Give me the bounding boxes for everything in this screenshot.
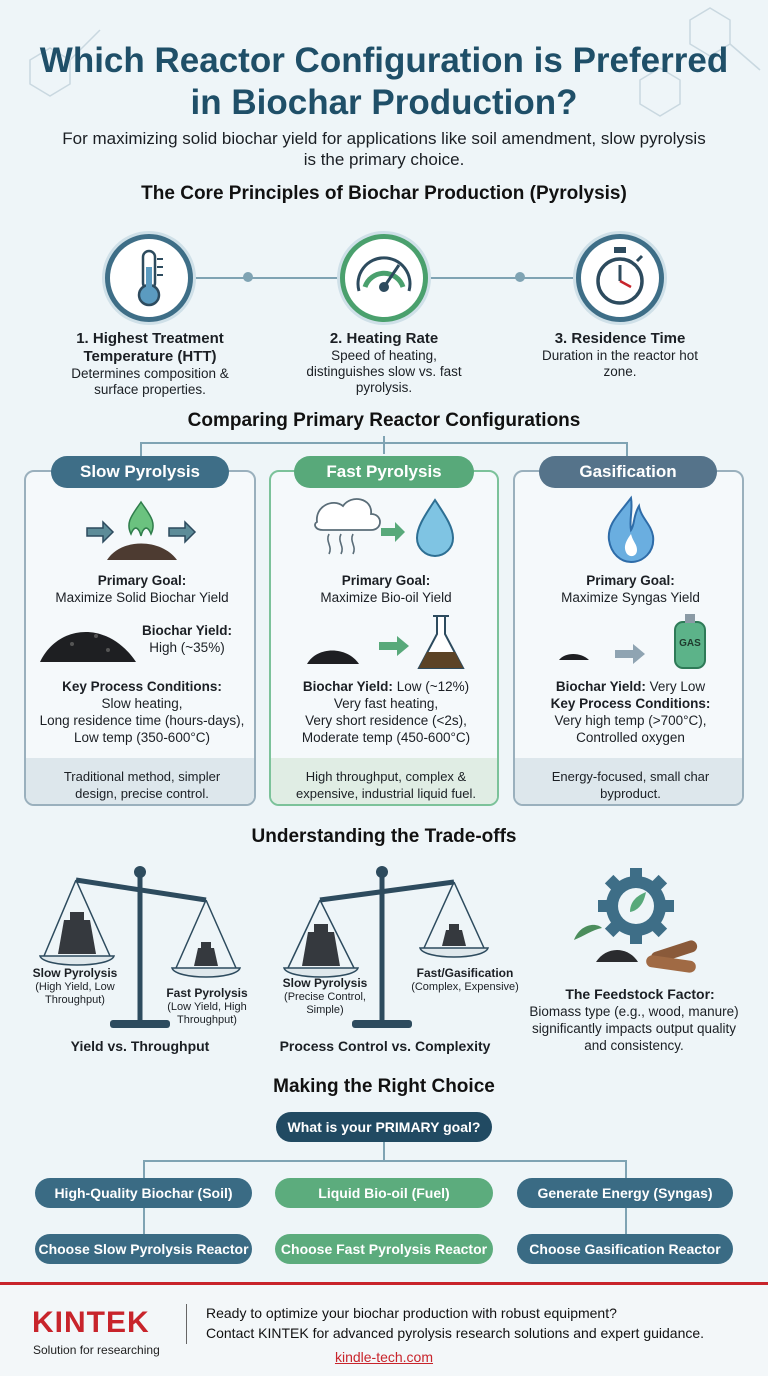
- thermometer-icon: [110, 239, 188, 317]
- fast-pyrolysis-pill: Fast Pyrolysis: [294, 456, 474, 488]
- slow-condition-2: Long residence time (hours-days),: [39, 713, 245, 728]
- tree-leg: [626, 442, 628, 456]
- kintek-tagline: Solution for researching: [33, 1343, 160, 1357]
- feedstock-text: Biomass type (e.g., wood, manure) significantly impacts output quality and consistency.: [529, 1004, 739, 1053]
- vapor-to-oil-icon: [311, 492, 461, 568]
- principle-2-title: 2. Heating Rate: [329, 330, 439, 347]
- fast-yield-label: Biochar Yield:: [302, 679, 393, 694]
- flame-icon: [603, 494, 659, 566]
- gas-conditions-label: Key Process Conditions:: [550, 696, 711, 711]
- fast-condition-2: Very short residence (<2s),: [305, 713, 467, 728]
- gas-condition-2: Controlled oxygen: [576, 730, 685, 745]
- heated-biomass-icon: [81, 494, 201, 566]
- footer-cta-2: Contact KINTEK for advanced pyrolysis research solutions and expert guidance.: [206, 1325, 705, 1341]
- fast-pyrolysis-card: [269, 470, 499, 806]
- footer-cta-1: Ready to optimize your biochar production with robust equipment?: [206, 1305, 617, 1321]
- principle-1-title: 1. Highest Treatment Temperature (HTT): [76, 330, 224, 365]
- feedstock-title: The Feedstock Factor:: [565, 986, 715, 1002]
- stopwatch-icon-circle: [576, 234, 664, 322]
- fast-goal: Maximize Bio-oil Yield: [320, 590, 452, 605]
- fast-goal-label: Primary Goal:: [341, 573, 431, 588]
- slow-condition-3: Low temp (350-600°C): [74, 730, 210, 745]
- fast-condition-3: Moderate temp (450-600°C): [301, 730, 471, 745]
- kintek-logo: KINTEK: [32, 1306, 150, 1339]
- choice-question: What is your PRIMARY goal?: [276, 1112, 492, 1142]
- footer-link[interactable]: kindle-tech.com: [334, 1349, 434, 1365]
- choice-heading: Making the Right Choice: [273, 1076, 495, 1097]
- slow-goal-label: Primary Goal:: [97, 573, 187, 588]
- goal-option-biochar[interactable]: High-Quality Biochar (Soil): [35, 1178, 252, 1208]
- page-title: Which Reactor Configuration is Preferred in Biochar Production?: [39, 41, 729, 122]
- tree-branch: [140, 442, 628, 444]
- choice-arrow: [625, 1208, 627, 1234]
- scale1-left-title: Slow Pyrolysis: [32, 966, 118, 980]
- gas-condition-1: Very high temp (>700°C),: [554, 713, 707, 728]
- slow-pyrolysis-pill: Slow Pyrolysis: [51, 456, 229, 488]
- choice-branch: [143, 1160, 627, 1162]
- result-slow-pyrolysis[interactable]: Choose Slow Pyrolysis Reactor: [35, 1234, 252, 1264]
- scale1-left-sub: (High Yield, Low Throughput): [35, 981, 115, 1006]
- principle-3-title: 3. Residence Time: [554, 330, 686, 347]
- slow-yield-label: Biochar Yield:: [141, 623, 233, 638]
- goal-option-bio-oil[interactable]: Liquid Bio-oil (Fuel): [275, 1178, 493, 1208]
- scale2-left-title: Slow Pyrolysis: [282, 976, 368, 990]
- goal-option-syngas[interactable]: Generate Energy (Syngas): [517, 1178, 733, 1208]
- tree-stem: [383, 436, 385, 454]
- slow-footer: Traditional method, simpler design, precise control.: [26, 758, 256, 806]
- choice-leg: [143, 1160, 145, 1178]
- slow-yield: High (~35%): [149, 640, 225, 655]
- scale2-caption: Process Control vs. Complexity: [279, 1038, 491, 1054]
- slow-pyrolysis-card: [24, 470, 256, 806]
- gauge-icon-circle: [340, 234, 428, 322]
- choice-arrow: [143, 1208, 145, 1234]
- scale1-caption: Yield vs. Throughput: [70, 1038, 210, 1054]
- scale1-right-title: Fast Pyrolysis: [166, 986, 248, 1000]
- tree-leg: [140, 442, 142, 456]
- stopwatch-icon: [581, 239, 659, 317]
- gas-goal: Maximize Syngas Yield: [561, 590, 700, 605]
- gasification-pill: Gasification: [539, 456, 717, 488]
- slow-condition-1: Slow heating,: [101, 696, 183, 711]
- slow-conditions-label: Key Process Conditions:: [62, 679, 222, 694]
- footer-separator: [186, 1304, 187, 1344]
- thermometer-icon-circle: [105, 234, 193, 322]
- page-subtitle: For maximizing solid biochar yield for applications like soil amendment, slow pyrolysis is the primary choice.: [62, 129, 706, 169]
- fast-condition-1: Very fast heating,: [333, 696, 439, 711]
- principle-2-text: Speed of heating, distinguishes slow vs. fast pyrolysis.: [306, 348, 462, 395]
- gasification-card: [513, 470, 744, 806]
- connector-dot: [515, 272, 525, 282]
- gas-goal-label: Primary Goal:: [586, 573, 675, 588]
- scale2-right-sub: (Complex, Expensive): [411, 981, 519, 993]
- scale1-right-sub: (Low Yield, High Throughput): [167, 1001, 247, 1026]
- fast-yield-line: [271, 678, 499, 695]
- char-to-oil-icon: [301, 612, 471, 674]
- tradeoffs-heading: Understanding the Trade-offs: [251, 826, 517, 847]
- principles-heading: The Core Principles of Biochar Production (Pyrolysis): [141, 183, 627, 204]
- gas-tank-label: GAS: [679, 638, 701, 649]
- principle-3-text: Duration in the reactor hot zone.: [541, 348, 699, 379]
- gas-footer: Energy-focused, small char byproduct.: [515, 758, 744, 806]
- gas-yield: Very Low: [649, 679, 706, 694]
- scale2-right-title: Fast/Gasification: [416, 966, 514, 980]
- connector-dot: [243, 272, 253, 282]
- result-gasification[interactable]: Choose Gasification Reactor: [517, 1234, 733, 1264]
- choice-stem: [383, 1142, 385, 1160]
- slow-goal: Maximize Solid Biochar Yield: [55, 590, 229, 605]
- gas-yield-line: [515, 678, 744, 695]
- reactors-heading: Comparing Primary Reactor Configurations: [187, 410, 581, 431]
- choice-leg: [625, 1160, 627, 1178]
- feedstock-gear-icon: [566, 866, 706, 976]
- fast-footer: High throughput, complex & expensive, industrial liquid fuel.: [271, 758, 499, 806]
- scale2-left-sub: (Precise Control, Simple): [284, 991, 366, 1016]
- principle-1-text: Determines composition & surface properties.: [71, 366, 229, 397]
- gauge-icon: [345, 239, 423, 317]
- gas-yield-label: Biochar Yield:: [555, 679, 646, 694]
- result-fast-pyrolysis[interactable]: Choose Fast Pyrolysis Reactor: [275, 1234, 493, 1264]
- fast-yield: Low (~12%): [396, 679, 470, 694]
